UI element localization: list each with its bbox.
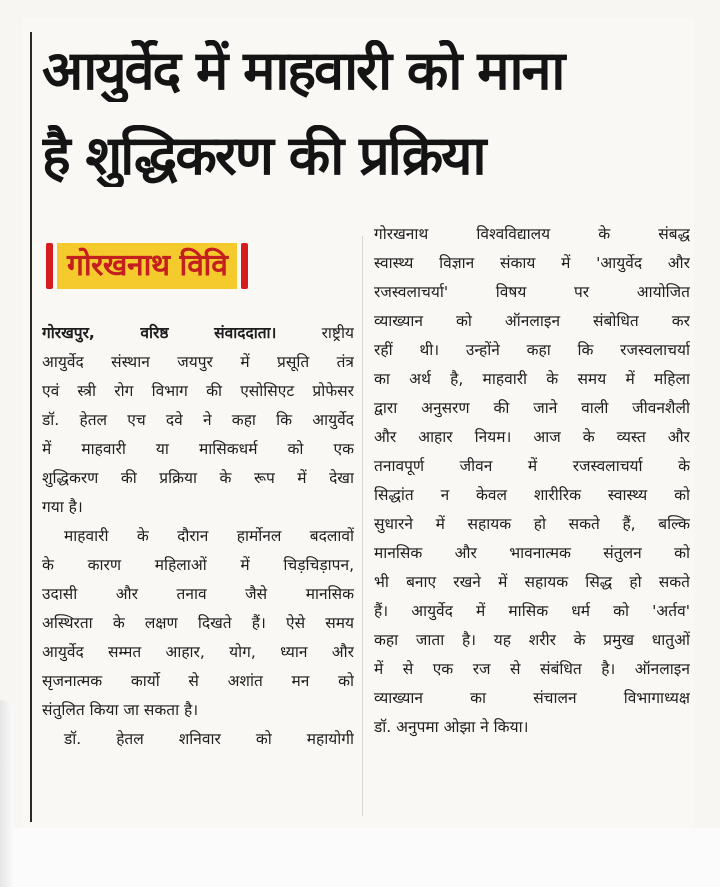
paragraph-continued xyxy=(374,220,690,742)
text-line: सृजनात्मक कार्यो से अशांत मन को xyxy=(42,672,354,690)
left-column xyxy=(42,319,354,754)
text-line: हैं। आयुर्वेद में मासिक धर्म को 'अर्तव' xyxy=(374,602,690,620)
text-line: का अर्थ है, माहवारी के समय में महिला xyxy=(374,370,690,388)
bottom-margin xyxy=(0,828,720,887)
text-line: एवं स्त्री रोग विभाग की एसोसिएट प्रोफेसर xyxy=(42,382,354,400)
dateline: गोरखपुर, वरिष्ठ संवाददाता। xyxy=(42,324,277,342)
tag-label: गोरखनाथ विवि xyxy=(57,243,237,289)
text-line: गया है। xyxy=(42,498,83,516)
text-line: संतुलित किया जा सकता है। xyxy=(42,701,199,719)
text-line: में से एक रज से संबंधित है। ऑनलाइन xyxy=(374,660,690,678)
text-line: व्याख्यान को ऑनलाइन संबोधित कर xyxy=(374,312,690,330)
left-margin-rule xyxy=(30,32,32,822)
tag-left-bar xyxy=(46,243,53,289)
text-line: डॉ. हेतल शनिवार को महायोगी xyxy=(64,730,354,748)
tag-right-bar xyxy=(241,243,248,289)
text-line: आयुर्वेद संस्थान जयपुर में प्रसूति तंत्र xyxy=(42,353,354,371)
right-column xyxy=(374,220,690,742)
text-line: उदासी और तनाव जैसे मानसिक xyxy=(42,585,354,603)
headline-line-1: आयुर्वेद में माहवारी को माना xyxy=(42,40,564,102)
text-line: माहवारी के दौरान हार्मोनल बदलावों xyxy=(64,527,354,545)
paragraph-2 xyxy=(42,522,354,725)
text-line: मानसिक और भावनात्मक संतुलन को xyxy=(374,544,690,562)
paragraph-3 xyxy=(42,725,354,754)
headline-line-2: है शुद्धिकरण की प्रक्रिया xyxy=(42,125,485,187)
text-line: रहीं थी। उन्होंने कहा कि रजस्वलाचर्या xyxy=(374,341,690,359)
screen-corner-shadow xyxy=(0,700,14,887)
text-line: गोरखनाथ विश्वविद्यालय के संबद्ध xyxy=(374,225,690,243)
text-line: के कारण महिलाओं में चिड़चिड़ापन, xyxy=(42,556,354,574)
text-line: गोरखपुर, वरिष्ठ संवाददाता। राष्ट्रीय xyxy=(42,324,354,342)
column-divider xyxy=(362,236,363,816)
text-line: व्याख्यान का संचालन विभागाध्यक्ष xyxy=(374,689,690,707)
text-line: कहा जाता है। यह शरीर के प्रमुख धातुओं xyxy=(374,631,690,649)
section-tag xyxy=(46,240,248,292)
text-line: द्वारा अनुसरण की जाने वाली जीवनशैली xyxy=(374,399,690,417)
text-line: डॉ. हेतल एच दवे ने कहा कि आयुर्वेद xyxy=(42,411,354,429)
text-line: और आहार नियम। आज के व्यस्त और xyxy=(374,428,690,446)
text-line: शुद्धिकरण की प्रक्रिया के रूप में देखा xyxy=(42,469,354,487)
paragraph-1 xyxy=(42,319,354,522)
text-line: सुधारने में सहायक हो सकते हैं, बल्कि xyxy=(374,515,690,533)
text-line: अस्थिरता के लक्षण दिखते हैं। ऐसे समय xyxy=(42,614,354,632)
text-line: भी बनाए रखने में सहायक सिद्ध हो सकते xyxy=(374,573,690,591)
text-line: में माहवारी या मासिकधर्म को एक xyxy=(42,440,354,458)
text-line: आयुर्वेद सम्मत आहार, योग, ध्यान और xyxy=(42,643,354,661)
text-line: डॉ. अनुपमा ओझा ने किया। xyxy=(374,718,529,736)
text-line: रजस्वलाचर्या' विषय पर आयोजित xyxy=(374,283,690,301)
text-line: तनावपूर्ण जीवन में रजस्वलाचर्या के xyxy=(374,457,690,475)
text-line: स्वास्थ्य विज्ञान संकाय में 'आयुर्वेद और xyxy=(374,254,690,272)
text-line: सिद्धांत न केवल शारीरिक स्वास्थ्य को xyxy=(374,486,690,504)
